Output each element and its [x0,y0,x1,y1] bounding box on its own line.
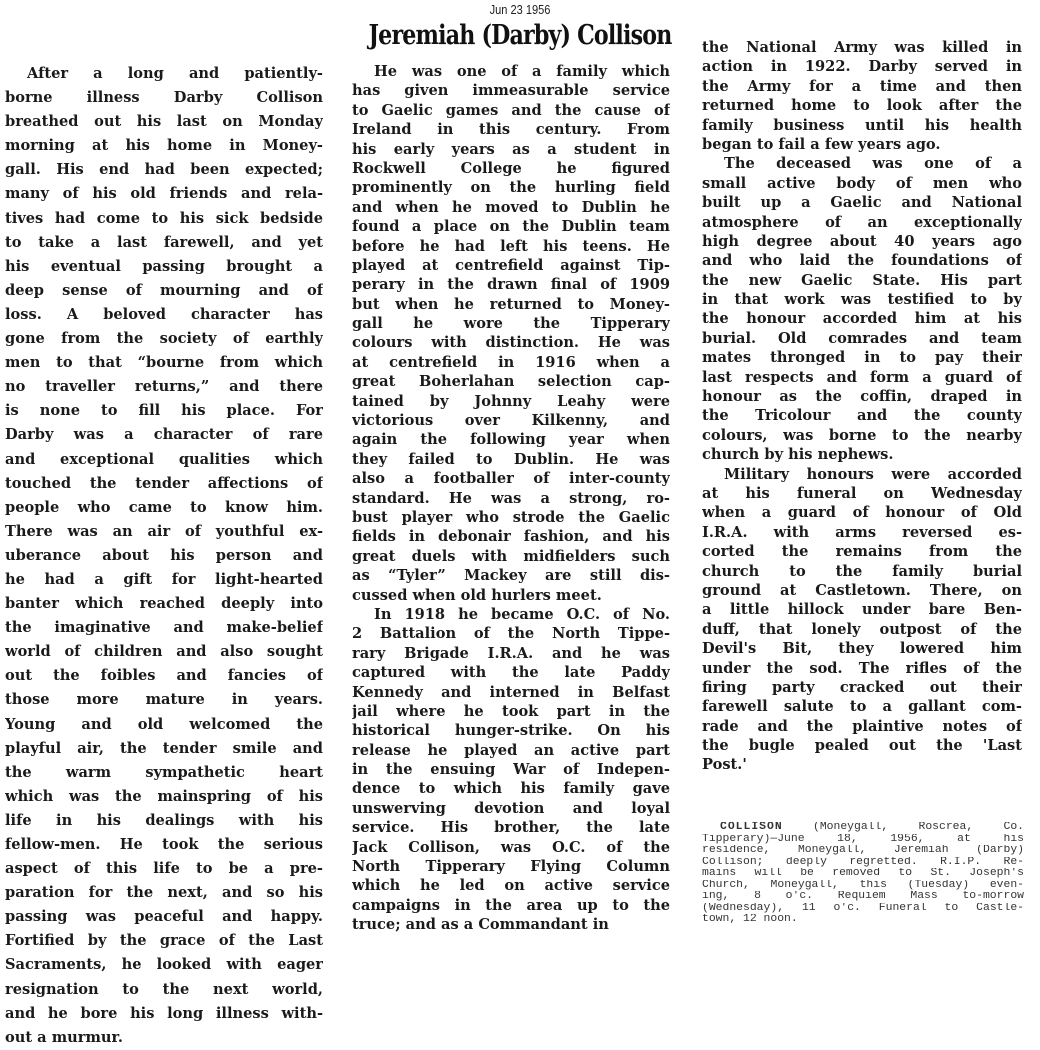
article-line: built up a Gaelic and National [702,194,1022,212]
article-line: action in 1922. Darby served in [702,58,1022,76]
article-line: colours with distinction. He was [352,334,670,352]
death-notice-line: Collison; deeply regretted. R.I.P. Re- [702,856,1024,868]
article-line: jail where he took part in the [352,702,670,720]
article-line: world of children and also sought [5,643,323,661]
article-line: and exceptional qualities which [5,450,323,468]
article-line: corted the remains from the [702,543,1022,561]
article-line: people who came to know him. [5,498,323,516]
article-line: last respects and form a guard of [702,368,1022,386]
article-line: service. His brother, the late [352,819,670,837]
article-line: bust player who strode the Gaelic [352,508,670,526]
article-line: and when he moved to Dublin he [352,198,670,216]
article-line: 2 Battalion of the North Tippe- [352,625,670,643]
article-line: ground at Castletown. There, on [702,581,1022,599]
article-line: passing was peaceful and happy. [5,908,323,926]
article-line: burial. Old comrades and team [702,329,1022,347]
article-line: before he had left his teens. He [352,237,670,255]
article-line: those more mature in years. [5,691,323,709]
article-line: which was the mainspring of his [5,787,323,805]
article-line: release he played an active part [352,741,670,759]
article-line: family business until his health [702,116,1022,134]
article-line: as “Tyler” Mackey are still dis- [352,567,670,585]
death-notice-line: residence, Moneygall, Jeremiah (Darby) [702,845,1024,856]
death-notice-line: ing, 8 o'c. Requiem Mass to-morrow [702,891,1024,902]
article-line: when a guard of honour of Old [702,504,1022,522]
article-line: out a murmur. [5,1028,123,1046]
article-line: began to fail a few years ago. [702,135,941,153]
article-line: but when he returned to Money- [352,295,670,313]
article-line: Kennedy and interned in Belfast [352,683,670,701]
article-line: After a long and patiently- [27,65,323,82]
article-line: dence to which his family gave [352,780,670,798]
article-line: historical hunger-strike. On his [352,722,670,740]
article-line: banter which reached deeply into [5,595,323,613]
article-line: North Tipperary Flying Column [352,858,670,876]
article-line: also a footballer of inter-county [352,470,670,488]
article-line: which he led on active service [352,877,670,895]
article-line: borne illness Darby Collison [5,89,323,107]
article-line: he had a gift for light-hearted [5,570,323,588]
article-line: no traveller returns,” and there [5,378,323,396]
article-line: the bugle pealed out the 'Last [702,737,1022,755]
article-line: in the ensuing War of Indepen- [352,761,670,779]
article-line: playful air, the tender smile and [5,739,323,757]
article-line: unswerving devotion and loyal [352,799,670,817]
article-line: found a place on the Dublin team [352,218,670,236]
article-line: Young and old welcomed the [5,715,323,733]
article-line: out the foibles and fancies of [5,667,323,685]
article-line: high degree about 40 years ago [702,232,1022,250]
article-line: There was an air of youthful ex- [5,522,323,540]
death-notice-line: (Wednesday), 11 o'c. Funeral to Castle- [702,902,1024,914]
article-line: and he bore his long illness with- [5,1004,323,1022]
article-line: great duels with midfielders such [352,547,670,565]
article-line: fellow-men. He took the serious [5,836,323,853]
article-line: in that work was testified to by [702,291,1022,309]
article-line: is none to fill his place. For [5,402,323,420]
death-notice-name: COLLISON [720,822,783,833]
article-line: the warm sympathetic heart [5,763,323,781]
article-line: small active body of men who [702,174,1022,192]
article-line: captured with the late Paddy [352,664,670,682]
article-line: standard. He was a strong, ro- [352,489,670,507]
article-line: prominently on the hurling field [352,179,670,197]
article-line: has given immeasurable service [352,82,670,100]
article-line: breathed out his last on Monday [5,113,323,131]
article-line: firing party cracked out their [702,678,1022,696]
publication-date: Jun 23 1956 [489,2,551,17]
article-line: Jack Collison, was O.C. of the [352,838,670,856]
article-line: loss. A beloved character has [5,305,323,323]
article-line: Darby was a character of rare [5,426,323,444]
death-notice-line: mains will be removed to St. Joseph's [702,868,1024,879]
article-line: colours, was borne to the nearby [702,426,1022,444]
article-line: the honour accorded him at his [702,310,1022,328]
article-line: farewell salute to a gallant com- [702,698,1022,716]
article-line: touched the tender affections of [5,474,323,492]
article-line: the Army for a time and then [702,77,1022,95]
death-notice-line: Tipperary)—June 18, 1956, at his [702,833,1024,845]
article-line: Rockwell College he figured [352,159,670,177]
article-line: to take a last farewell, and yet [5,233,323,251]
article-line: rade and the plaintive notes of [702,717,1022,735]
article-column-2 [352,62,670,935]
article-line: the National Army was killed in [702,39,1022,56]
death-notice-first-line: COLLISON (Moneygall, Roscrea, Co. [720,822,1024,833]
article-line: victorious over Kilkenny, and [352,412,670,430]
article-line: deep sense of mourning and of [5,281,323,299]
article-line: campaigns in the area up to the [352,896,670,914]
headline: Jeremiah (Darby) Collison [368,20,672,51]
article-line: Fortified by the grace of the Last [5,932,323,950]
death-notice [702,822,1024,926]
article-line: Devil's Bit, they lowered him [702,640,1022,658]
article-line: He was one of a family which [374,63,670,80]
article-line: great Boherlahan selection cap- [352,373,670,391]
article-line: gall he wore the Tipperary [352,315,670,333]
article-line: fields in debonair fashion, and his [352,528,670,546]
article-line: under the sod. The rifles of the [702,659,1022,677]
article-line: many of his old friends and rela- [5,185,323,203]
article-line: atmosphere of an exceptionally [702,213,1022,231]
article-line: men to that “bourne from which [5,354,323,372]
article-line: the new Gaelic State. His part [702,271,1022,289]
article-line: gone from the society of earthly [5,330,323,348]
article-line: church by his nephews. [702,446,894,464]
article-line: Sacraments, he looked with eager [5,956,323,974]
article-line: at his funeral on Wednesday [702,484,1022,502]
article-line: Military honours were accorded [724,465,1022,483]
article-line: to Gaelic games and the cause of [352,101,670,119]
article-line: cussed when old hurlers meet. [352,586,602,604]
article-line: returned home to look after the [702,97,1022,115]
article-line: life in his dealings with his [5,811,323,829]
article-line: a little hillock under bare Ben- [702,601,1022,619]
article-line: paration for the next, and so his [5,884,323,902]
article-line: duff, that lonely outpost of the [702,620,1022,638]
article-line: resignation to the next world, [5,980,323,998]
article-line: the imaginative and make-belief [5,619,323,637]
article-line: played at centrefield against Tip- [352,256,670,274]
article-line: uberance about his person and [5,546,323,564]
article-line: tives had come to his sick bedside [5,209,323,227]
article-line: they failed to Dublin. He was [352,450,670,468]
article-line: In 1918 he became O.C. of No. [374,605,670,623]
article-line: and who laid the foundations of [702,252,1022,270]
article-line: truce; and as a Commandant in [352,916,609,934]
article-column-3 [702,38,1022,775]
article-line: honour as the coffin, draped in [702,388,1022,406]
article-line: his early years as a student in [352,140,670,158]
article-line: gall. His end had been expected; [5,161,323,179]
article-line: rary Brigade I.R.A. and he was [352,644,670,662]
article-line: tained by Johnny Leahy were [352,392,670,410]
article-line: mates thronged in to pay their [702,349,1022,367]
article-line: his eventual passing brought a [5,257,323,275]
article-line: The deceased was one of a [724,155,1022,173]
death-notice-line: Church, Moneygall, this (Tuesday) even- [702,879,1024,891]
article-line: perary in the drawn final of 1909 [352,276,670,294]
article-column-1 [5,62,323,1050]
article-line: Post.' [702,756,747,774]
article-line: aspect of this life to be a pre- [5,860,323,878]
article-line: again the following year when [352,431,670,449]
article-line: I.R.A. with arms reversed es- [702,523,1022,541]
article-line: at centrefield in 1916 when a [352,353,670,371]
article-line: church to the family burial [702,562,1022,580]
death-notice-line: town, 12 noon. [702,914,798,925]
article-line: the Tricolour and the county [702,407,1022,425]
article-line: Ireland in this century. From [352,121,670,139]
article-line: morning at his home in Money- [5,137,323,155]
